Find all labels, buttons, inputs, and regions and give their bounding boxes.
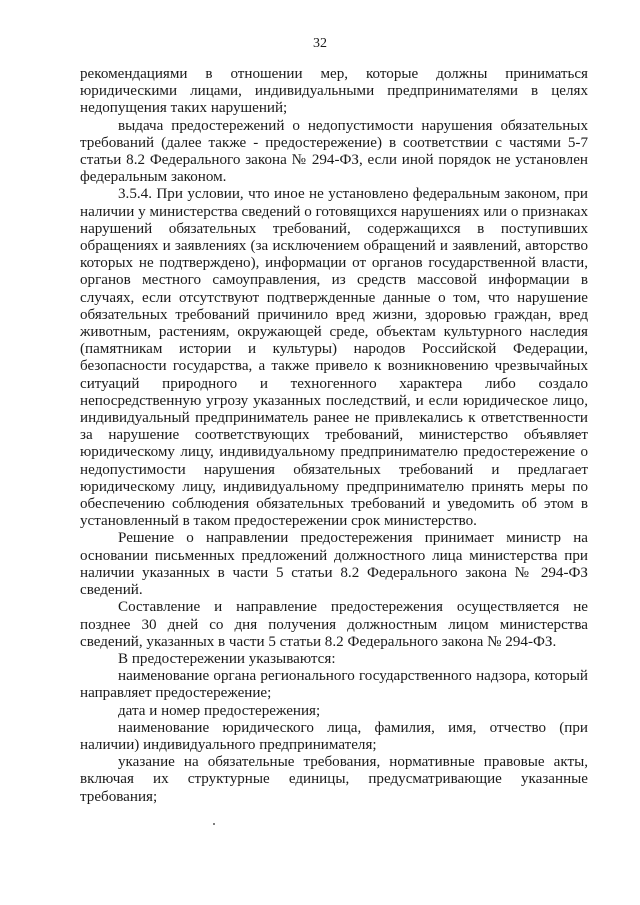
document-body (80, 66, 588, 806)
paragraph-decision: Решение о направлении предостережения принимает министр на основании письменных предложений должностного лица министерства при наличии указанных в части 5 статьи 8.2 Федерального закона № 294-ФЗ сведений. (80, 530, 588, 599)
scan-speck (213, 823, 215, 825)
paragraph-authority-name: наименование органа регионального государственного надзора, который направляет предостережение; (80, 668, 588, 702)
paragraph-3-5-4: 3.5.4. При условии, что иное не установлено федеральным законом, при наличии у министерства сведений о готовящихся нарушениях или о признаках нарушений обязательных требований, содержащихся в поступивших обращениях и заявлениях (за исключением обращений и заявлений, авторство которых не подтверждено), информации от органов государственной власти, органов местного самоуправления, из средств массовой информации в случаях, если отсутствуют подтвержденные данные о том, что нарушение обязательных требований причинило вред жизни, здоровью граждан, вред животным, растениям, окружающей среде, объектам культурного наследия (памятникам истории и культуры) народов Российской Федерации, безопасности государства, а также привело к возникновению чрезвычайных ситуаций природного и техногенного характера либо создало непосредственную угрозу указанных последствий, и если юридическое лицо, индивидуальный предприниматель ранее не привлекались к ответственности за нарушение соответствующих требований, министерство объявляет юридическому лицу, индивидуальному предпринимателю предостережение о недопустимости нарушения обязательных требований и предлагает юридическому лицу, индивидуальному предпринимателю принять меры по обеспечению соблюдения обязательных требований и уведомить об этом в установленный в таком предостережении срок министерство. (80, 186, 588, 530)
paragraph-contents-intro: В предостережении указываются: (118, 650, 336, 667)
paragraph-date-number: дата и номер предостережения; (118, 702, 321, 719)
paragraph-warnings-issuance: выдача предостережений о недопустимости нарушения обязательных требований (далее также - предостережение) в соответствии с частями 5-7 статьи 8.2 Федерального закона № 294-ФЗ, если иной порядок не установлен федеральным законом. (80, 117, 588, 186)
paragraph-entity-name: наименование юридического лица, фамилия, имя, отчество (при наличии) индивидуального предпринимателя; (80, 719, 588, 753)
paragraph-requirements: указание на обязательные требования, нормативные правовые акты, включая их структурные единицы, предусматривающие указанные требования; (80, 754, 588, 805)
paragraph-continuation: рекомендациями в отношении мер, которые должны приниматься юридическими лицами, индивидуальными предпринимателями в целях недопущения таких нарушений; (80, 66, 588, 117)
page-number: 32 (313, 36, 327, 51)
paragraph-deadline: Составление и направление предостережения осуществляется не позднее 30 дней со дня получения должностным лицом министерства сведений, указанных в части 5 статьи 8.2 Федерального закона № 294-ФЗ. (80, 599, 588, 650)
